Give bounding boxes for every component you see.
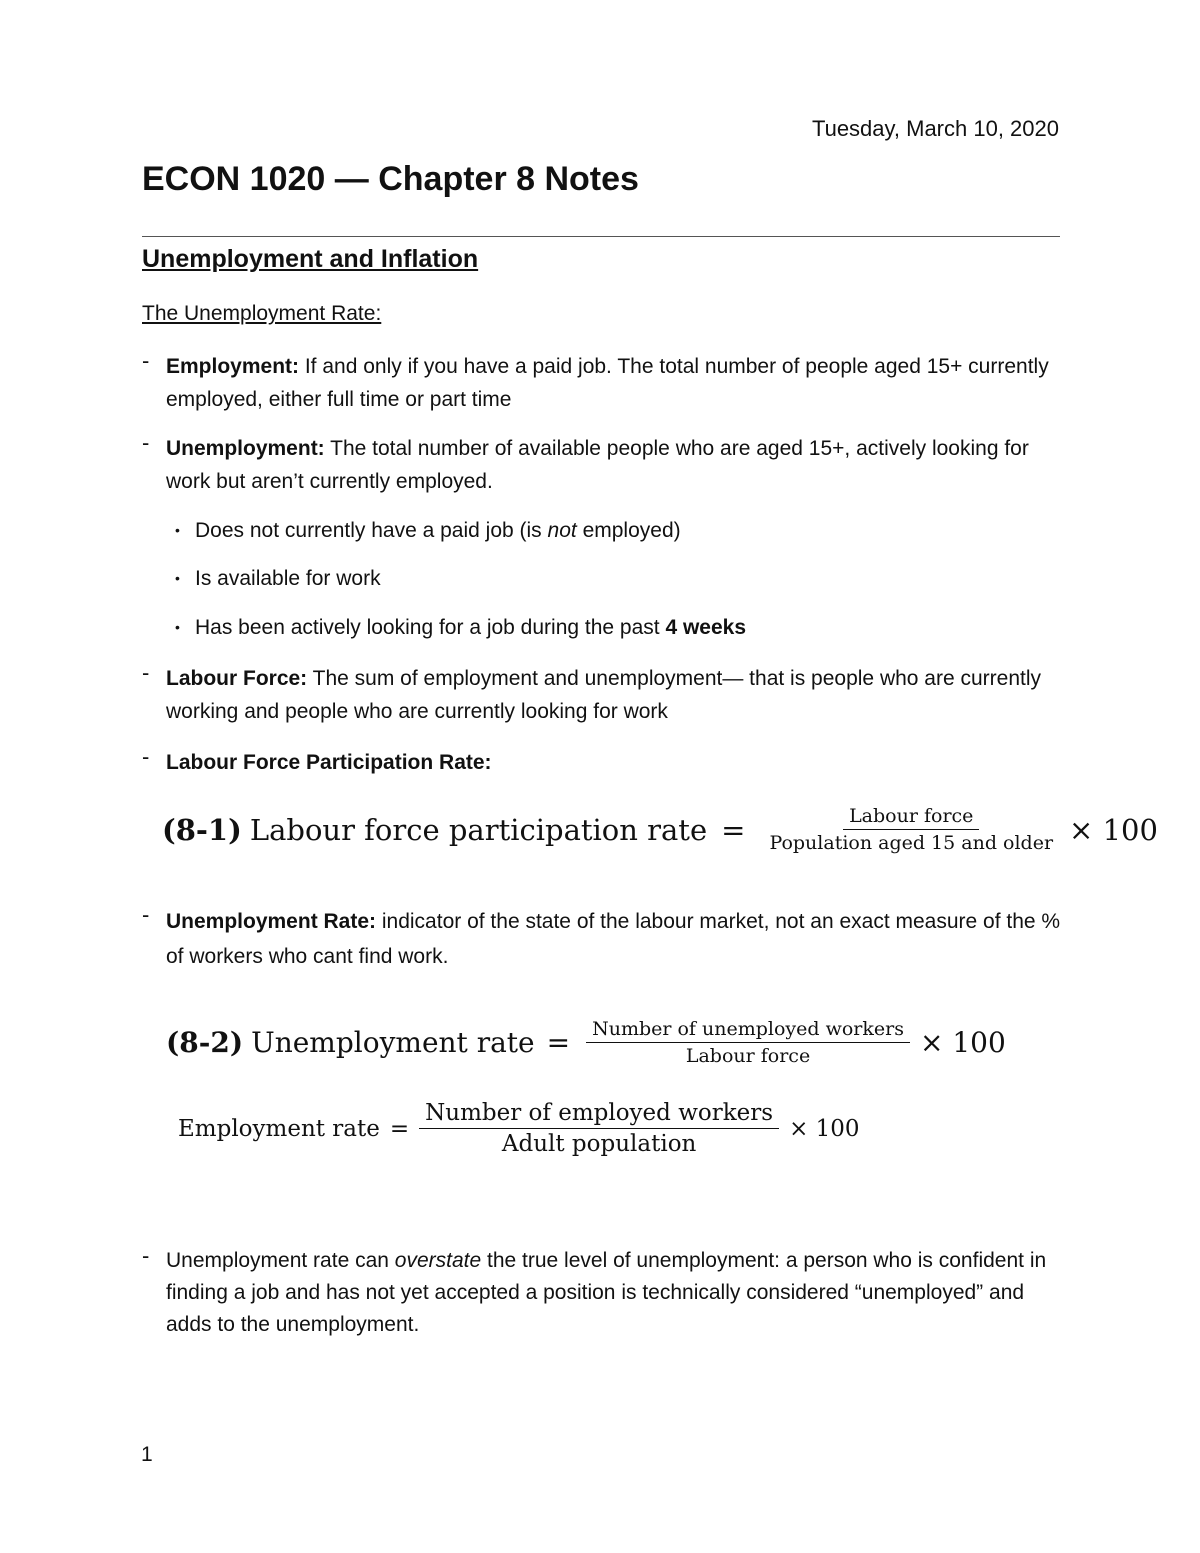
formula-participation-rate	[162, 805, 1158, 854]
formula-fraction	[419, 1100, 779, 1157]
dash-marker: -	[142, 660, 150, 685]
document-date: Tuesday, March 10, 2020	[811, 116, 1059, 141]
formula-fraction	[763, 805, 1059, 854]
term-unemployment: Unemployment:	[166, 437, 325, 460]
note-overstate	[142, 1245, 1062, 1341]
definition-text	[166, 746, 1062, 779]
formula-numerator: Number of unemployed workers	[586, 1018, 910, 1043]
subsection-heading: The Unemployment Rate:	[142, 302, 382, 325]
definition-text	[166, 350, 1062, 416]
term-participation-rate: Labour Force Participation Rate:	[166, 751, 492, 774]
criterion-text: Is available for work	[195, 567, 381, 590]
document-title: ECON 1020 — Chapter 8 Notes	[142, 160, 639, 198]
formula-denominator: Population aged 15 and older	[769, 832, 1054, 854]
dash-marker: -	[142, 744, 150, 769]
criterion-text: Does not currently have a paid job (is	[195, 519, 548, 542]
dash-marker: -	[142, 348, 150, 373]
bullet-marker: •	[175, 619, 180, 635]
labour-force-description: The sum of employment and unemployment— that is people who are currently working and people who are currently looking for work	[166, 667, 1042, 723]
formula-tag: (8-1)	[162, 812, 242, 847]
formula-fraction	[586, 1018, 910, 1067]
criterion-no-paid-job	[175, 514, 681, 547]
overstate-emphasis: overstate	[394, 1249, 482, 1272]
definition-participation-rate	[142, 746, 1062, 779]
overstate-text: Unemployment rate can	[166, 1249, 395, 1272]
unemployment-description: The total number of available people who are aged 15+, actively looking for work but aren’t currently employed.	[166, 437, 1029, 493]
formula-tag: (8-2)	[166, 1026, 244, 1059]
formula-equals: =	[721, 812, 746, 847]
bullet-marker: •	[175, 570, 180, 586]
definition-employment	[142, 350, 1062, 416]
definition-text	[166, 904, 1062, 974]
formula-lhs: Unemployment rate	[251, 1026, 535, 1059]
formula-unemployment-rate	[166, 1018, 1006, 1067]
criterion-looking	[175, 611, 746, 644]
formula-multiplier: × 100	[919, 1026, 1006, 1059]
page-number: 1	[141, 1443, 153, 1466]
title-divider	[142, 236, 1060, 237]
formula-denominator: Labour force	[685, 1045, 811, 1067]
formula-lhs: Employment rate	[178, 1115, 380, 1142]
employment-description: If and only if you have a paid job. The total number of people aged 15+ currently employed, either full time or part time	[166, 355, 1049, 411]
formula-equals: =	[389, 1115, 410, 1142]
bullet-marker: •	[175, 522, 180, 538]
formula-multiplier: × 100	[1069, 812, 1158, 847]
formula-denominator: Adult population	[501, 1131, 697, 1157]
formula-employment-rate	[178, 1100, 860, 1157]
formula-multiplier: × 100	[789, 1115, 860, 1142]
definition-text	[166, 662, 1062, 728]
dash-marker: -	[142, 1243, 150, 1268]
definition-unemployment-rate	[142, 904, 1062, 974]
dash-marker: -	[142, 902, 150, 927]
formula-numerator: Number of employed workers	[419, 1100, 779, 1129]
unemployment-rate-description: indicator of the state of the labour market, not an exact measure of the % of workers who cant find work.	[166, 910, 1061, 968]
formula-equals: =	[546, 1026, 571, 1059]
formula-lhs: Labour force participation rate	[249, 812, 708, 847]
definition-unemployment	[142, 432, 1062, 498]
criterion-text-end: employed)	[576, 519, 681, 542]
definition-text	[166, 1245, 1062, 1341]
definition-labour-force	[142, 662, 1062, 728]
dash-marker: -	[142, 430, 150, 455]
criterion-emphasis: not	[547, 519, 577, 542]
criterion-text: Has been actively looking for a job during the past	[195, 616, 666, 639]
criterion-bold: 4 weeks	[665, 616, 747, 639]
section-heading: Unemployment and Inflation	[142, 245, 479, 273]
overstate-text-end: the true level of unemployment: a person who is confident in finding a job and has not yet accepted a position is technically considered “unemployed” and adds to the unemployment.	[166, 1249, 1047, 1336]
term-unemployment-rate: Unemployment Rate:	[166, 910, 377, 933]
definition-text	[166, 432, 1062, 498]
criterion-available	[175, 562, 381, 595]
term-employment: Employment:	[166, 355, 300, 378]
term-labour-force: Labour Force:	[166, 667, 308, 690]
formula-numerator: Labour force	[843, 805, 979, 830]
